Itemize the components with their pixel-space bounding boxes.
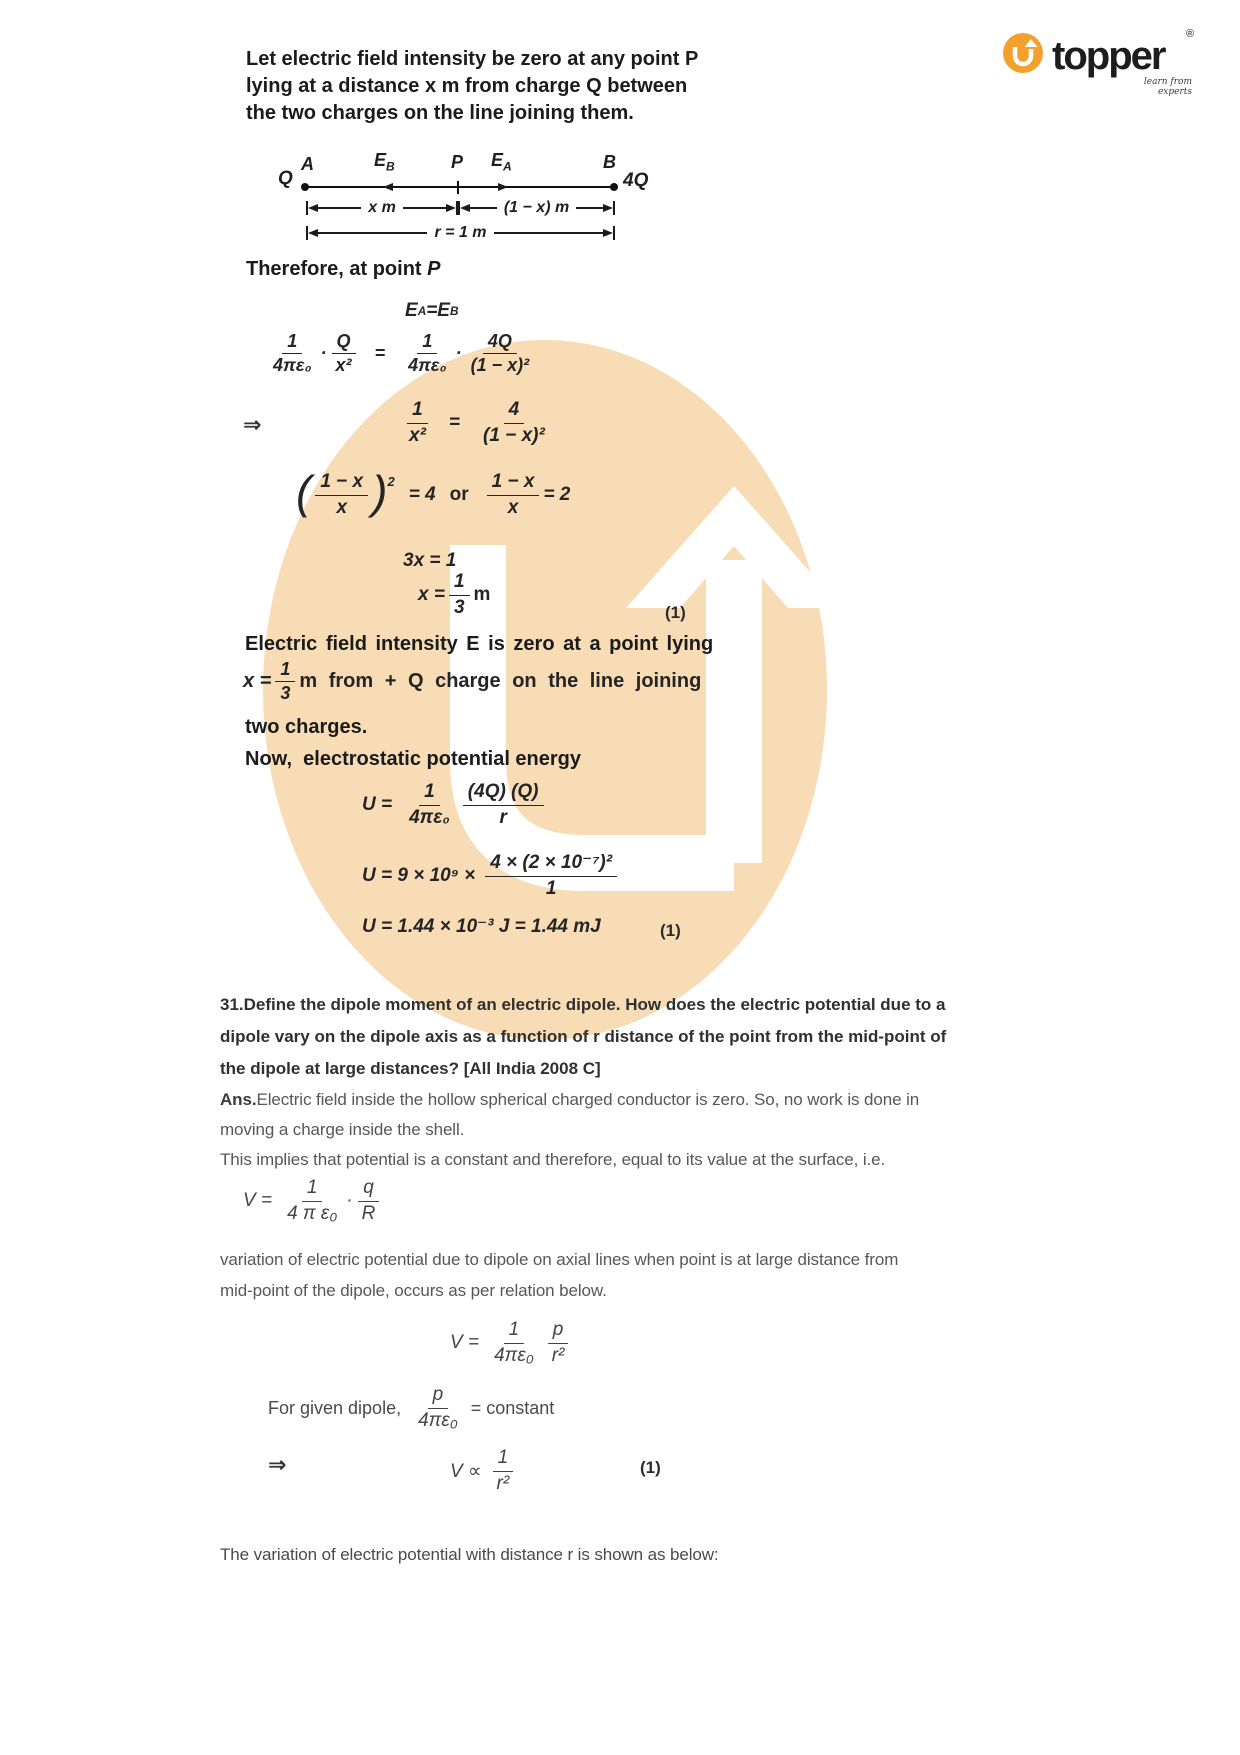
u-arrow-icon: [1003, 33, 1043, 73]
eq-ratio: $\frac{1}{\text{x²}}$ = $\frac{4}{\text{(1 − x)²}}$: [400, 400, 554, 446]
question-31-line-3: the dipole at large distances? [All India 2008 C]: [220, 1059, 601, 1078]
eq-shell-potential: V = $\frac{1}{\text{4 π ε₀}}$ · $\frac{q}{R}$: [243, 1178, 384, 1224]
conclusion-line-1: Electric field intensity E is zero at a point lying: [245, 633, 714, 655]
answer-para2-line-2: mid-point of the dipole, occurs as per relation below.: [220, 1281, 607, 1300]
eb-arrowhead: [383, 183, 393, 191]
fraction: $\frac{1}{3}$: [449, 572, 470, 618]
fraction: $\frac{1}{3}$: [275, 660, 295, 704]
dimension-1-minus-x: (1 − x) m: [458, 200, 615, 216]
question-31-line-1: 31.Define the dipole moment of an electric dipole. How does the electric potential due to a: [220, 995, 946, 1014]
intro-line-3: the two charges on the line joining them.: [246, 102, 634, 124]
eq-dipole-axial-potential: V = $\frac{1}{\text{4πε₀}}$ $\frac{p}{\text{r²}}$: [450, 1320, 573, 1366]
fraction: $\frac{4}{\text{(1 − x)²}}$: [483, 399, 545, 446]
fraction: $\frac{1}{\text{4 π ε₀}}$: [287, 1177, 338, 1224]
dimension-x: x m: [306, 200, 458, 216]
point-p-label: P: [451, 152, 464, 172]
eq-ea-equals-eb: E A = E B: [405, 300, 459, 321]
charge-q-label: Q: [278, 168, 293, 189]
intro-line-1: Let electric field intensity be zero at any point P: [246, 48, 699, 70]
fraction: $\frac{1 - x}{x}$: [315, 472, 368, 518]
fraction: $\frac{p}{\text{4πε₀}}$: [418, 1384, 458, 1431]
brand-tagline: learn from experts: [1143, 77, 1192, 97]
point-a-label: A: [301, 154, 314, 174]
diagram-baseline: [305, 186, 615, 188]
answer-para2-line-1: variation of electric potential due to dipole on axial lines when point is at large distance from: [220, 1250, 899, 1269]
fraction: $\frac{p}{\text{r²}}$: [547, 1320, 570, 1366]
now-line: Now, electrostatic potential energy: [245, 748, 582, 770]
eq-coulomb-balance: $\frac{1}{\text{4πε₀}}$ · $\frac{Q}{\text{x²}}$ = $\frac{1}{\text{4πε₀}}$ · $\frac{4Q}{\text{(1 − x)²}}$: [264, 332, 538, 376]
fraction: $\frac{1}{\text{x²}}$: [409, 399, 426, 446]
answer-line-1: Ans.Electric field inside the hollow spherical charged conductor is zero. So, no work is done in: [220, 1090, 920, 1109]
ans-label: Ans.: [220, 1090, 257, 1109]
eq-v-proportional: V ∝ $\frac{1}{\text{r²}}$: [450, 1448, 518, 1494]
point-p-tick: [457, 181, 459, 194]
fraction: $\frac{\text{4 × (2 × 10⁻⁷)²}}{1}$: [485, 853, 617, 899]
fraction: $\frac{q}{R}$: [357, 1178, 381, 1224]
intro-line-2: lying at a distance x m from charge Q between: [246, 75, 688, 97]
question-31-line-2: dipole vary on the dipole axis as a function of r distance of the point from the mid-point of: [220, 1027, 947, 1046]
implies-arrow-1: ⇒: [243, 412, 262, 437]
marks-tag-3: (1): [640, 1458, 661, 1477]
charge-q-dot: [301, 183, 309, 191]
closing-line: The variation of electric potential with distance r is shown as below:: [220, 1545, 719, 1564]
eq-potential-energy-1: U = $\frac{1}{\text{4πε₀}}$ $\frac{(4Q) (Q)}{r}$: [362, 782, 548, 828]
eq-squared-ratio: ( $\frac{1 - x}{x}$ ) 2 = 4 or $\frac{1 - x}{x}$ = 2: [296, 466, 571, 519]
field-ea-label: $E_A$: [491, 150, 512, 174]
conclusion-line-2: x = $\frac{1}{3}$ m from + Q charge on the line joining: [243, 659, 702, 704]
answer-line-2: moving a charge inside the shell.: [220, 1120, 465, 1139]
conclusion-line-3: two charges.: [245, 716, 368, 738]
fraction: $\frac{(4Q) (Q)}{r}$: [463, 782, 544, 828]
ea-arrowhead: [498, 183, 508, 191]
fraction: $\frac{1}{\text{4πε₀}}$: [273, 331, 312, 376]
point-b-label: B: [603, 152, 616, 172]
eq-potential-energy-result: U = 1.44 × 10⁻³ J = 1.44 mJ: [362, 916, 601, 937]
charge-4q-dot: [610, 183, 618, 191]
dimension-r-total: r = 1 m: [306, 225, 615, 241]
fraction: $\frac{1}{\text{r²}}$: [492, 1448, 515, 1494]
fraction: $\frac{1 - x}{x}$: [487, 472, 540, 518]
marks-tag-1: (1): [665, 603, 686, 622]
eq-3x-equals-1: 3x = 1: [403, 550, 457, 571]
marks-tag-2: (1): [660, 921, 681, 940]
eq-potential-energy-2: U = 9 × 10⁹ × $\frac{\text{4 × (2 × 10⁻⁷)²}}{1}$: [362, 853, 621, 899]
brand-name: topper: [1052, 34, 1165, 78]
eq-x-value: x = $\frac{1}{3}$ m: [418, 571, 491, 618]
fraction: $\frac{1}{\text{4πε₀}}$: [494, 1319, 534, 1366]
registered-mark: ®: [1186, 28, 1195, 40]
charge-4q-label: 4Q: [623, 170, 649, 191]
answer-line-3: This implies that potential is a constant and therefore, equal to its value at the surface, i.e.: [220, 1150, 886, 1169]
brand-logo-u-icon: [1003, 33, 1043, 73]
field-eb-label: $E_B$: [374, 150, 395, 174]
fraction: $\frac{4Q}{\text{(1 − x)²}}$: [470, 331, 530, 376]
therefore-line: Therefore, at point P: [246, 258, 441, 280]
fraction: $\frac{1}{\text{4πε₀}}$: [408, 331, 447, 376]
fraction: $\frac{Q}{\text{x²}}$: [331, 332, 357, 376]
implies-arrow-2: ⇒: [268, 1452, 287, 1477]
fraction: $\frac{1}{\text{4πε₀}}$: [409, 781, 450, 828]
eq-given-dipole-constant: For given dipole, $\frac{p}{\text{4πε₀}}$ = constant: [268, 1384, 555, 1431]
